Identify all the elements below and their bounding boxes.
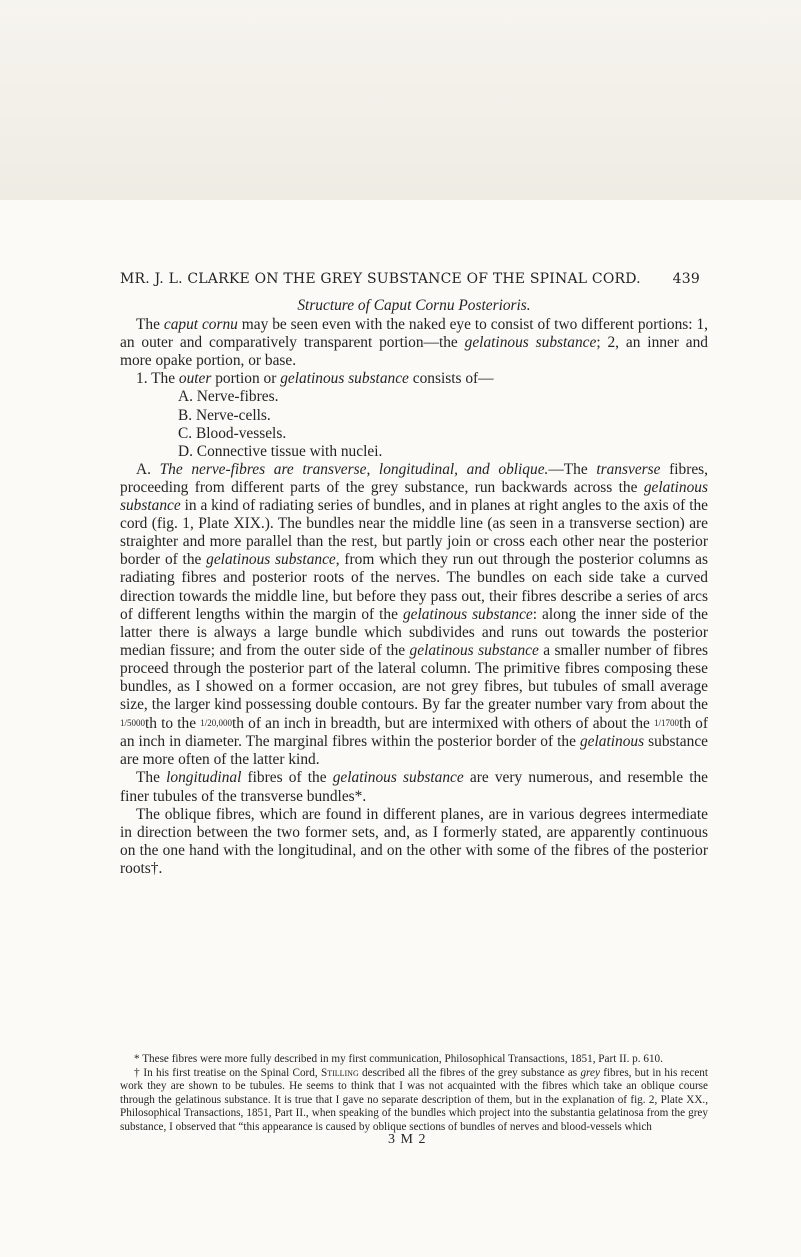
fraction: 1/5000	[120, 718, 146, 729]
italic-run: The nerve-fibres are transverse, longitudinal, and oblique.	[159, 460, 549, 478]
text-run: ; 2, an inner and more opake portion, or base.	[120, 334, 709, 370]
list-item: B. Nerve-cells.	[178, 406, 271, 424]
footnote-1: * These fibres were more fully described in my first communication, Philosophical Transactions, 1851, Part II. p. 610.	[134, 1053, 663, 1065]
text-run: consists of—	[408, 370, 494, 388]
italic-run: gelatinous substance	[280, 370, 409, 388]
text-run: in a kind of radiating series of bundles, and in planes at right angles to the axis of the cord (fig. 1, Plate XIX.). The bundles near the middle line (as seen in a transverse section) are straighter and more parallel than the rest, but partly join or cross each other near the posterior border of the	[120, 497, 708, 569]
body-text	[120, 297, 708, 878]
italic-run: gelatinous substance	[206, 551, 336, 569]
text-run: † In his first treatise on the Spinal Cord,	[134, 1066, 321, 1079]
small-caps-run: Stilling	[320, 1066, 359, 1079]
text-run: th of an inch in diameter. The marginal fibres within the posterior border of the	[120, 715, 709, 751]
paragraph-5: The oblique fibres, which are found in different planes, are in various degrees intermediate in direction between the two former sets, and, as I formerly stated, are apparently continuous on the one hand with the longitudinal, and on the other with some of the fibres of the posterior roots†.	[120, 805, 708, 877]
section-heading: Structure of Caput Cornu Posterioris.	[297, 297, 531, 314]
italic-run: gelatinous substance	[464, 334, 597, 352]
list-item: C. Blood-vessels.	[178, 424, 287, 442]
paragraph-1	[120, 316, 708, 370]
text-run: —The	[548, 460, 597, 478]
italic-run: caput cornu	[163, 316, 238, 334]
footnote-2	[120, 1067, 708, 1135]
italic-run: gelatinous substance	[402, 605, 533, 623]
text-run: A.	[136, 460, 160, 478]
text-run: : along the inner side of the latter there is always a large bundle which subdivides and runs out towards the posterior median fissure; and from the outer side of the	[120, 605, 708, 659]
italic-run: gelatinous substance	[332, 769, 464, 787]
italic-run: gelatinous substance	[409, 641, 539, 659]
italic-run: outer	[178, 370, 212, 388]
list-item: D. Connective tissue with nuclei.	[178, 442, 383, 460]
scan-background	[0, 0, 801, 200]
fraction: 1/20,000	[200, 718, 233, 729]
text-run: The	[136, 316, 164, 334]
text-run: fibres of the	[241, 769, 333, 787]
fraction: 1/1700	[654, 718, 680, 729]
running-title: MR. J. L. CLARKE ON THE GREY SUBSTANCE OF THE SPINAL CORD.	[120, 271, 641, 287]
text-run: 1. The	[136, 370, 179, 388]
italic-run: gelatinous substance	[120, 478, 708, 515]
list-item: A. Nerve-fibres.	[178, 388, 279, 406]
text-run: may be seen even with the naked eye to consist of two different portions: 1, an outer and comparatively transparent portion—the	[120, 316, 709, 352]
italic-run: grey	[580, 1066, 600, 1079]
paragraph-4	[120, 769, 708, 805]
text-run: th of an inch in breadth, but are intermixed with others of about the	[232, 715, 655, 733]
page-number: 439	[672, 271, 700, 287]
text-run: portion or	[211, 370, 281, 388]
text-run: described all the fibres of the grey substance as	[358, 1066, 581, 1079]
italic-run: gelatinous	[579, 733, 645, 751]
italic-run: longitudinal	[166, 769, 242, 787]
text-run: substance are more often of the latter kind.	[120, 733, 708, 769]
text-run: th to the	[145, 715, 201, 733]
paragraph-2	[120, 370, 708, 388]
text-run: fibres, but in his recent work they are shown to be tubules. He seems to think that I was not acquainted with the fibres which take an oblique course through the gelatinous substance. It is true that I gave no separate description of them, but in the explanation of fig. 2, Plate XX., Philosophical Transactions, 1851, Part II., when speaking of the bundles which project into the substantia gelatinosa from the grey substance, I observed that “this appearance is caused by oblique sections of bundles of nerves and blood-vessels which	[120, 1066, 708, 1133]
signature-mark: 3 M 2	[388, 1132, 427, 1147]
text-run: are very numerous, and resemble the finer tubules of the transverse bundles*.	[120, 769, 709, 805]
paragraph-3	[120, 461, 708, 770]
text-run: , from which they run out through the posterior columns as radiating fibres and posterior roots of the nerves. The bundles on each side take a curved direction towards the middle line, but before they pass out, their fibres describe a series of arcs of different lengths within the margin of the	[120, 551, 708, 623]
text-run: fibres, proceeding from different parts of the grey substance, run backwards across the	[120, 460, 708, 496]
text-run: The	[136, 769, 167, 787]
footnotes	[120, 1053, 708, 1135]
text-run: a smaller number of fibres proceed through the posterior part of the lateral column. The primitive fibres composing these bundles, as I showed on a former occasion, are not grey fibres, but tubules of small average size, the larger kind possessing double contours. By far the greater number vary from about the	[120, 641, 709, 714]
italic-run: transverse	[596, 460, 661, 478]
